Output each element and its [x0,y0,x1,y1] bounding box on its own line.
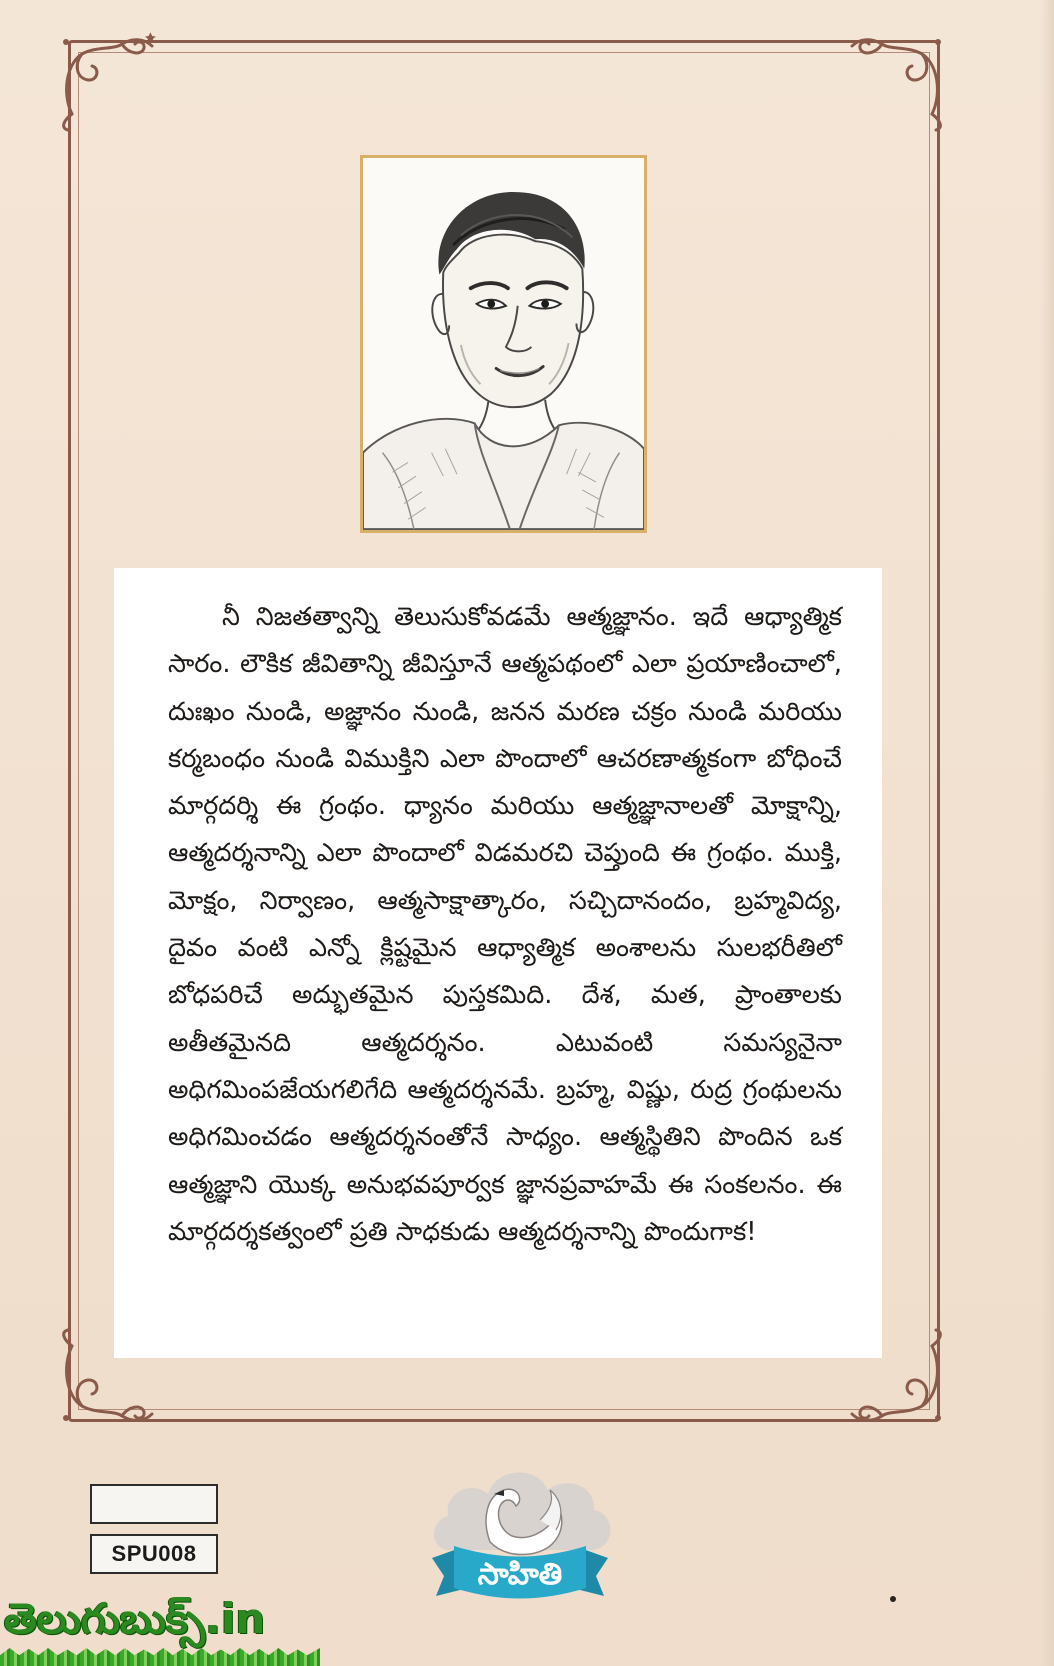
publisher-logo-text: సాహితి [477,1557,563,1592]
price-box [90,1484,218,1524]
blurb-panel [114,568,882,1358]
publisher-logo [420,1450,620,1610]
product-code: SPU008 [111,1541,197,1566]
corner-flourish-icon [52,24,172,134]
blurb-text: నీ నిజతత్వాన్ని తెలుసుకోవడమే ఆత్మజ్ఞానం. ఇదే ఆధ్యాత్మిక సారం. లౌకిక జీవితాన్ని జీవిస్తూనే ఆత్మపథంలో ఎలా ప్రయాణించాలో, దుఃఖం నుండి, అజ్ఞానం నుండి, జనన మరణ చక్రం నుండి మరియు కర్మబంధం నుండి విముక్తిని ఎలా పొందాలో ఆచరణాత్మకంగా బోధించే మార్గదర్శి ఈ గ్రంథం. ధ్యానం మరియు ఆత్మజ్ఞానాలతో మోక్షాన్ని, ఆత్మదర్శనాన్ని ఎలా పొందాలో విడమరచి చెప్తుంది ఈ గ్రంథం. ముక్తి, మోక్షం, నిర్వాణం, ఆత్మసాక్షాత్కారం, సచ్చిదానందం, బ్రహ్మవిద్య, దైవం వంటి ఎన్నో క్లిష్టమైన ఆధ్యాత్మిక అంశాలను సులభరీతిలో బోధపరిచే అద్భుతమైన పుస్తకమిది. దేశ, మత, ప్రాంతాలకు అతీతమైనది ఆత్మదర్శనం. ఎటువంటి సమస్యనైనా అధిగమింపజేయగలిగేది ఆత్మదర్శనమే. బ్రహ్మ, విష్ణు, రుద్ర గ్రంథులను అధిగమించడం ఆత్మదర్శనంతోనే సాధ్యం. ఆత్మస్థితిని పొందిన ఒక ఆత్మజ్ఞాని యొక్క అనుభవపూర్వక జ్ఞానప్రవాహమే ఈ సంకలనం. ఈ మార్గదర్శకత్వంలో ప్రతి సాధకుడు ఆత్మదర్శనాన్ని పొందుగాక! [168,602,842,1247]
print-speck [890,1596,896,1602]
grass-strip-icon [0,1648,320,1666]
portrait-sketch-icon [363,158,644,530]
product-code-box [90,1534,218,1574]
swan-icon [420,1450,620,1610]
page-edge-shadow [1040,0,1054,1666]
corner-flourish-icon [832,24,952,134]
site-watermark: తెలుగుబుక్స్.in [4,1594,266,1643]
author-portrait [360,155,647,533]
